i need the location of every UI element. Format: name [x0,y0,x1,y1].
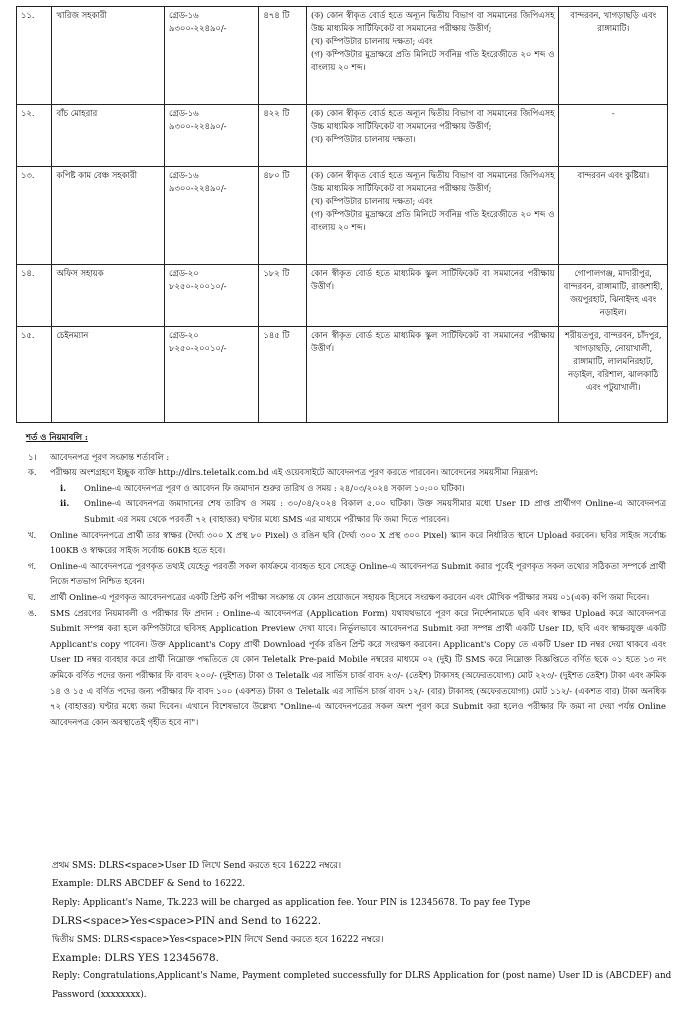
qualification-line: কোন স্বীকৃত বোর্ড হতে মাধ্যমিক স্কুল সার্টিফিকেট বা সমমানের পরীক্ষায় উত্তীর্ণ। [310,268,555,291]
item-label: খ. [28,529,37,540]
terms-subitem [26,481,666,497]
example-line: Example: DLRS ABCDEF & Send to 16222. [52,879,246,890]
qualification-cell [306,167,558,265]
qualification-line: (গ) কম্পিউটার মুদ্রাক্ষরে প্রতি মিনিটে সর্বনিম্ন গতি ইংরেজীতে ২০ শব্দ ও বাংলায় ২০ শব্দ। [310,209,555,232]
post-count-cell: ১৮২ টি [259,265,307,327]
pay-scale-text: ৯৩০০-২২৪৯০/- [169,121,227,131]
district-cell: গোপালগঞ্জ, মাদারীপুর, বান্দরবন, রাঙ্গামাটি, রাজশাহী, জয়পুরহাট, ঝিনাইদহ এবং নড়াইল। [559,265,668,327]
terms-item [26,528,666,559]
post-count-cell: ১৪৫ টি [259,327,307,423]
item-label: ১। [28,451,37,462]
terms-item [26,606,666,731]
district-cell: - [559,105,668,167]
item-label: গ. [28,560,37,571]
item-text: প্রার্থী Online-এ পূরণকৃত আবেদনপত্রের একটি প্রিন্ট কপি পরীক্ষা সংক্রান্ত যে কোন প্রয়োজনে সহায়ক হিসেবে সংরক্ষণ করবেন এবং মৌখিক পরীক্ষার সময় ০১(এক) কপি জমা দিবেন। [50,591,650,602]
terms-item [26,559,666,590]
terms-item [26,450,666,466]
table-row [17,7,668,105]
item-text: SMS প্রেরণের নিয়মাবলী ও পরীক্ষার ফি প্রদান : Online-এ আবেদনপত্র (Application Form) যথাযথভাবে পূরণ করে নির্দেশনামতে ছবি এবং স্বাক্ষর Upload করে আবেদনপত্র Submit সম্পন্ন করা হলে কম্পিউটারে ছবিসহ Application Preview দেখা যাবে। নির্ভুলভাবে আবেদনপত্র Submit করা সম্পন্ন প্রার্থী একটি User ID, ছবি এবং স্বাক্ষরযুক্ত একটি Applicant's copy পাবেন। উক্ত Applicant's Copy প্রার্থী Download পূর্বক রঙিন প্রিন্ট করে সংরক্ষণ করবেন। Applicant's Copy তে একটি User ID নম্বর দেয়া থাকবে এবং User ID নম্বর ব্যবহার করে প্রার্থী নিম্নোক্ত পদ্ধতিতে যে কোন Teletalk Pre-paid Mobile নম্বরের মাধ্যমে ০২ (দুই) টি SMS করে নিম্নোক্ত বিজ্ঞপ্তিতে বর্ণিত ছকে ০১ হতে ১৩ নং ক্রমিকে বর্ণিত পদের জন্য পরীক্ষার ফি বাবদ ২০০/- (দুইশত) টাকা ও Teletalk এর সার্ভিস চার্জ বাবদ ২৩/- (তেইশ) টাকাসহ (অফেরতযোগ্য) মোট ২২৩/- (দুইশত তেইশ) টাকা এবং ক্রমিক ১৪ ও ১৫ এ বর্ণিত পদের জন্য পরীক্ষার ফি বাবদ ১০০ (একশত) টাকা ও Teletalk এর সার্ভিস চার্জ বাবদ ১২/- (বার) টাকাসহ (অফেরতযোগ্য) মোট ১১২/- (একশত বার) টাকা অনধিক ৭২ (বাহাত্তর) ঘণ্টার মধ্যে জমা দিবেন। এখানে বিশেষভাবে উল্লেখ্য "Online-এ আবেদনপত্রের সকল অংশ পূরণ করে Submit করা হলেও পরীক্ষার ফি জমা না দেয়া পর্যন্ত Online আবেদনপত্র কোন অবস্থাতেই গৃহীত হবে না"। [50,607,666,727]
table-row [17,167,668,265]
subitem-text: Online-এ আবেদনপত্র পূরণ ও আবেদন ফি জমাদান শুরুর তারিখ ও সময় : ২৪/০৩/২০২৪ সকাল ১০:০০ ঘটিকা। [84,482,465,493]
subitem-text: Online-এ আবেদনপত্র জমাদানের শেষ তারিখ ও সময় : ৩০/০৪/২০২৪ বিকাল ৫.০০ ঘটিকা। উক্ত সময়সীমার মধ্যে User ID প্রাপ্ত প্রার্থীগণ Online-এ আবেদনপত্র Submit এর সময় থেকে পরবর্তী ৭২ (বাহাত্তর) ঘণ্টার মধ্যে SMS এর মাধ্যমে পরীক্ষার ফি জমা দিতে পারবেন। [84,498,666,524]
post-name-cell: বাঁচ মোহরার [52,105,165,167]
post-name-cell: চেইনম্যান [52,327,165,423]
district-cell: বান্দরবন এবং কুষ্টিয়া। [559,167,668,265]
pay-scale-text: ৮২৫০-২০০১০/- [169,281,227,291]
serial-cell: ১৫. [17,327,52,423]
qualification-cell [306,327,558,423]
serial-cell: ১১. [17,7,52,105]
serial-cell: ১২. [17,105,52,167]
grade-cell [165,265,259,327]
qualification-cell [306,105,558,167]
qualification-line: (ক) কোন স্বীকৃত বোর্ড হতে অন্যূন দ্বিতীয় বিভাগ বা সমমানের জিপিএসহ উচ্চ মাধ্যমিক সার্টিফিকেট বা সমমানের পরীক্ষায় উত্তীর্ণ; [310,108,555,131]
item-text: পরীক্ষায় অংশগ্রহণে ইচ্ছুক ব্যক্তি http://dlrs.teletalk.com.bd এই ওয়েবসাইটে আবেদনপত্র পূরণ করতে পারবেন। আবেদনের সময়সীমা নিম্নরূপ: [50,467,539,478]
qualification-line: (গ) কম্পিউটার মুদ্রাক্ষরে প্রতি মিনিটে সর্বনিম্ন গতি ইংরেজীতে ২০ শব্দ ও বাংলায় ২০ শব্দ। [310,49,555,72]
table-row [17,265,668,327]
qualification-cell [306,7,558,105]
example-line: Example: DLRS YES 12345678. [52,952,219,965]
item-label: ক. [28,467,37,478]
post-count-cell: ৪৮০ টি [259,167,307,265]
district-cell: শরীয়তপুর, বান্দরবন, চাঁদপুর, খাগড়াছড়ি, নোয়াখালী, রাঙ্গামাটি, লালমনিরহাট, নড়াইল, বরিশাল, ঝালকাঠি এবং পটুয়াখালী। [559,327,668,423]
district-cell: বান্দরবন, খাগড়াছড়ি এবং রাঙ্গামাটি। [559,7,668,105]
table-row [17,327,668,423]
qualification-cell [306,265,558,327]
grade-cell [165,105,259,167]
qualification-line: (খ) কম্পিউটার চালনায় দক্ষতা; এবং [310,196,433,206]
qualification-line: কোন স্বীকৃত বোর্ড হতে মাধ্যমিক স্কুল সার্টিফিকেট বা সমমানের পরীক্ষায় উত্তীর্ণ। [310,330,555,353]
post-count-cell: ৪৭৪ টি [259,7,307,105]
sms-instructions [52,857,672,1004]
table-row [17,105,668,167]
pay-scale-text: ৯৩০০-২২৪৯০/- [169,23,227,33]
reply-line-continued: DLRS<space>Yes<space>PIN and Send to 16222. [52,915,322,928]
reply-line: Reply: Congratulations,Applicant's Name, Payment completed successfully for DLRS Application for (post name) User ID is (ABCDEF) and Password (xxxxxxxx). [52,971,672,1000]
post-name-cell: কপিষ্ট কাম বেঞ্চ সহকারী [52,167,165,265]
terms-subitem [26,496,666,527]
pay-scale-text: ৯৩০০-২২৪৯০/- [169,183,227,193]
grade-text: গ্রেড-২০ [169,268,199,278]
reply-line: Reply: Applicant's Name, Tk.223 will be charged as application fee. Your PIN is 12345678. To pay fee Type [52,897,531,908]
subitem-label: ii. [60,498,70,509]
terms-item [26,465,666,481]
grade-text: গ্রেড-১৬ [169,10,199,20]
subitem-label: i. [60,482,67,493]
grade-cell [165,167,259,265]
serial-cell: ১৪. [17,265,52,327]
terms-item [26,590,666,606]
pay-scale-text: ৮২৫০-২০০১০/- [169,343,227,353]
post-name-cell: খারিজ সহকারী [52,7,165,105]
item-text: Online-এ আবেদনপত্রে পূরণকৃত তথ্যই যেহেতু পরবর্তী সকল কার্যক্রমে ব্যবহৃত হবে সেহেতু Online-এ আবেদনপত্র Submit করার পূর্বেই পূরণকৃত সকল তথ্যের সঠিকতা সম্পর্কে প্রার্থী নিজে শতভাগ নিশ্চিত হবেন। [50,560,666,587]
qualification-line: (ক) কোন স্বীকৃত বোর্ড হতে অন্যূন দ্বিতীয় বিভাগ বা সমমানের জিপিএসহ উচ্চ মাধ্যমিক সার্টিফিকেট বা সমমানের পরীক্ষায় উত্তীর্ণ; [310,10,555,33]
posts-table [16,6,668,423]
grade-text: গ্রেড-১৬ [169,170,199,180]
grade-text: গ্রেড-১৬ [169,108,199,118]
item-label: ঙ. [28,607,37,618]
post-name-cell: অফিস সহায়ক [52,265,165,327]
item-text: Online আবেদনপত্রে প্রার্থী তার স্বাক্ষর (দৈর্ঘ্য ৩০০ X প্রস্থ ৮০ Pixel) ও রঙিন ছবি (দৈর্ঘ্য ৩০০ X প্রস্থ ৩০০ Pixel) স্ক্যান করে নির্ধারিত স্থানে Upload করবেন। ছবির সাইজ সর্বোচ্চ 100KB ও স্বাক্ষরের সাইজ সর্বোচ্চ 60KB হতে হবে। [50,529,666,556]
first-sms-line: প্রথম SMS: DLRS<space>User ID লিখে Send করতে হবে 16222 নম্বরে। [52,861,342,871]
item-label: ঘ. [28,591,36,602]
terms-section [26,430,666,730]
qualification-line: (ক) কোন স্বীকৃত বোর্ড হতে অন্যূন দ্বিতীয় বিভাগ বা সমমানের জিপিএসহ উচ্চ মাধ্যমিক সার্টিফিকেট বা সমমানের পরীক্ষায় উত্তীর্ণ; [310,170,555,193]
grade-text: গ্রেড-২০ [169,330,199,340]
item-text: আবেদনপত্র পূরণ সংক্রান্ত শর্তাবলি : [50,451,170,462]
grade-cell [165,327,259,423]
post-count-cell: ৪২২ টি [259,105,307,167]
second-sms-line: দ্বিতীয় SMS: DLRS<space>Yes<space>PIN লিখে Send করতে হবে 16222 নম্বরে। [52,934,384,945]
terms-heading: শর্ত ও নিয়মাবলি : [26,432,88,442]
grade-cell [165,7,259,105]
serial-cell: ১৩. [17,167,52,265]
qualification-line: (খ) কম্পিউটার চালনায় দক্ষতা; এবং [310,36,433,46]
qualification-line: (খ) কম্পিউটার চালনায় দক্ষতা। [310,134,416,144]
